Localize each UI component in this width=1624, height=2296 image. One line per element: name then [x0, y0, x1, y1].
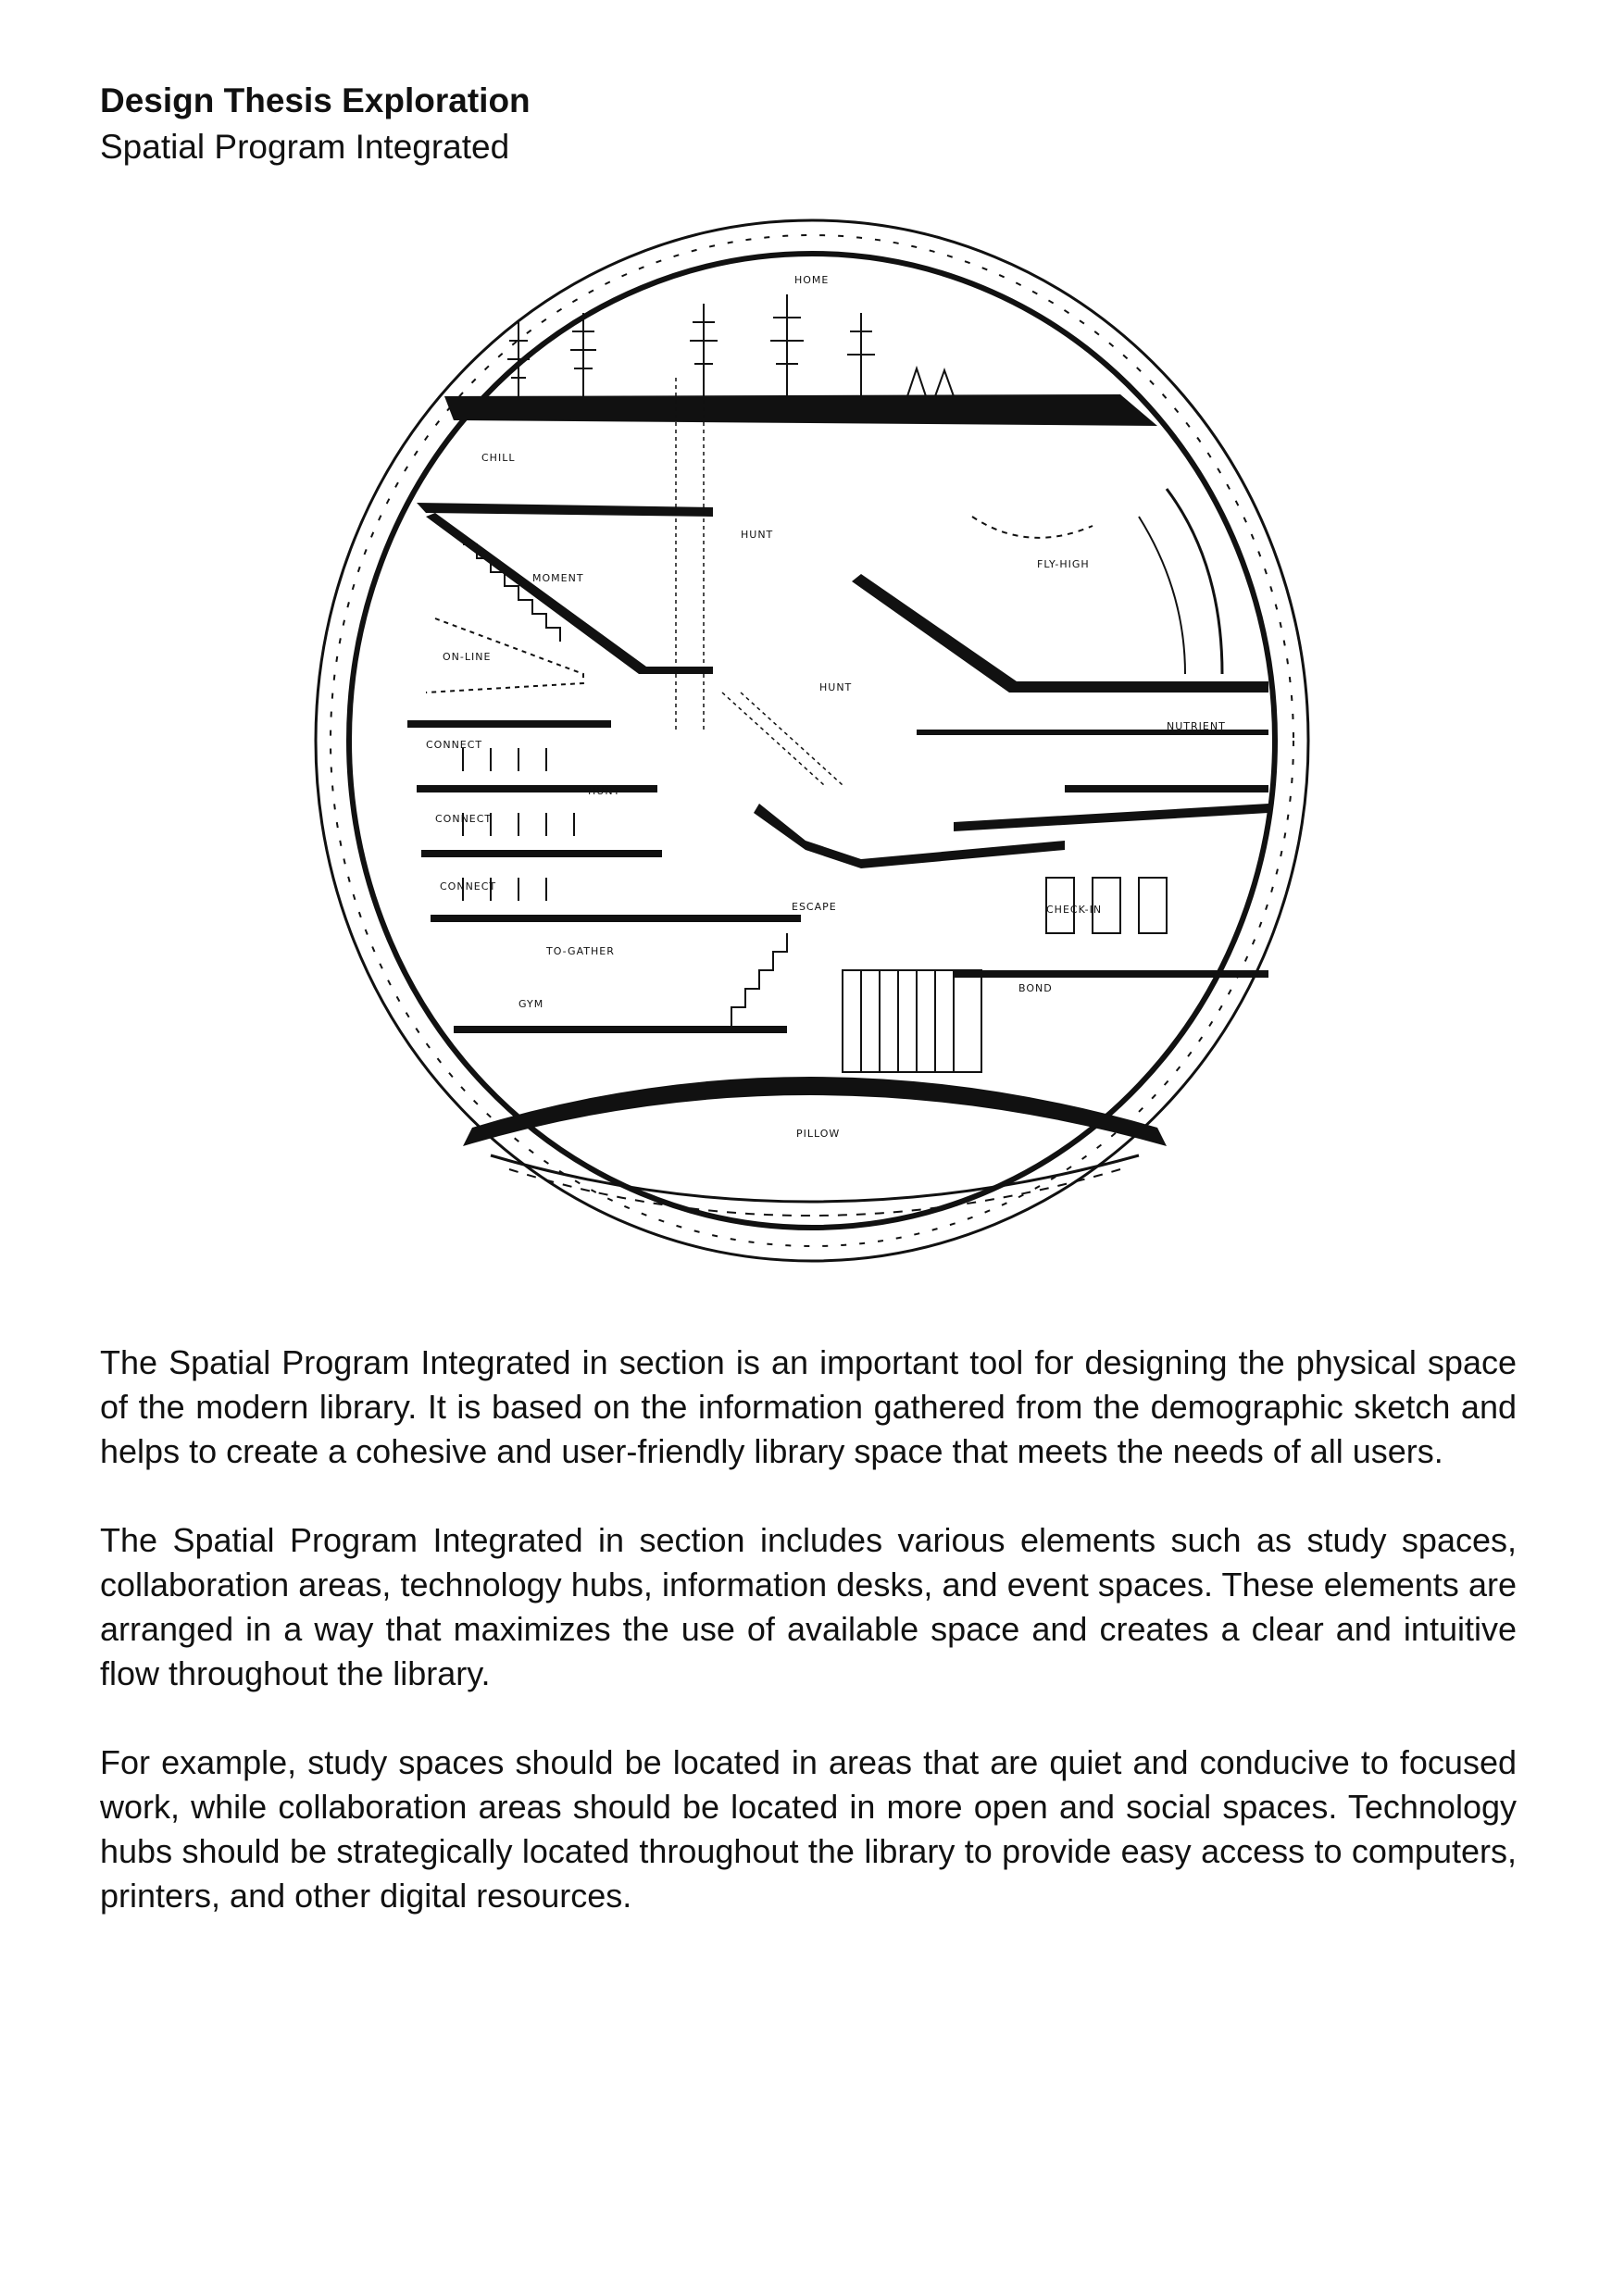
label-moment: MOMENT	[532, 572, 584, 584]
label-on-line: ON-LINE	[443, 651, 492, 663]
fly-high-slab	[852, 574, 1268, 693]
center-bookshelves	[843, 970, 981, 1072]
roof-slab	[444, 394, 1157, 426]
section-sketch	[306, 211, 1318, 1270]
label-hunt-3: HUNT	[588, 785, 621, 797]
paragraph-3: For example, study spaces should be located in areas that are quiet and conducive to focused work, while collaboration areas should be located in more open and social spaces. Technology hubs should be strategically located throughout the library to provide easy access to computers, printers, and other digital resources.	[100, 1743, 1517, 1915]
to-gather-slab	[431, 915, 801, 922]
moment-steps	[463, 544, 560, 642]
label-nutrient: NUTRIENT	[1167, 720, 1226, 732]
label-connect-2: CONNECT	[435, 813, 493, 825]
label-home: HOME	[794, 274, 830, 286]
moment-upper-slab	[417, 503, 713, 517]
label-connect-3: CONNECT	[440, 880, 497, 892]
moment-stair-slab	[426, 513, 713, 674]
page-subtitle: Spatial Program Integrated	[100, 128, 510, 166]
label-fly-high: FLY-HIGH	[1037, 558, 1090, 570]
label-hunt-1: HUNT	[741, 529, 774, 541]
label-check-in: CHECK-IN	[1046, 904, 1103, 916]
connect-slab-2	[417, 785, 657, 792]
label-bond: BOND	[1018, 982, 1053, 994]
check-in-upper	[1065, 785, 1268, 792]
label-gym: GYM	[518, 998, 544, 1010]
body-text	[100, 1341, 1517, 1963]
label-chill: CHILL	[481, 452, 516, 464]
central-stair	[676, 378, 843, 785]
flight-path	[972, 517, 1093, 538]
label-connect-1: CONNECT	[426, 739, 483, 751]
paragraph-2: The Spatial Program Integrated in section includes various elements such as study spaces, collaboration areas, technology hubs, information desks, and event spaces. These elements are arranged in a way that maximizes the use of available space and creates a clear and intuitive flow throughout the library.	[100, 1521, 1517, 1692]
page-header	[100, 78, 531, 170]
connect-slab-3	[421, 850, 662, 857]
gym-steps	[731, 933, 787, 1026]
label-pillow: PILLOW	[796, 1128, 841, 1140]
roof-trees	[507, 294, 954, 396]
section-drawing	[306, 211, 1318, 1270]
label-to-gather: TO-GATHER	[546, 945, 615, 957]
connect-slab-1	[407, 720, 611, 728]
gym-slab	[454, 1026, 787, 1033]
check-in-slab	[954, 804, 1268, 831]
label-hunt-2: HUNT	[819, 681, 853, 693]
paragraph-1: The Spatial Program Integrated in section is an important tool for designing the physical space of the modern library. It is based on the information gathered from the demographic sketch and helps to create a cohesive and user-friendly library space that meets the needs of all users.	[100, 1343, 1517, 1470]
bond-slab	[954, 970, 1268, 978]
escape-slab	[754, 804, 1065, 868]
arc-wall-1	[1167, 489, 1222, 674]
label-escape: ESCAPE	[792, 901, 837, 913]
page-title: Design Thesis Exploration	[100, 81, 531, 119]
arc-wall-2	[1139, 517, 1185, 674]
